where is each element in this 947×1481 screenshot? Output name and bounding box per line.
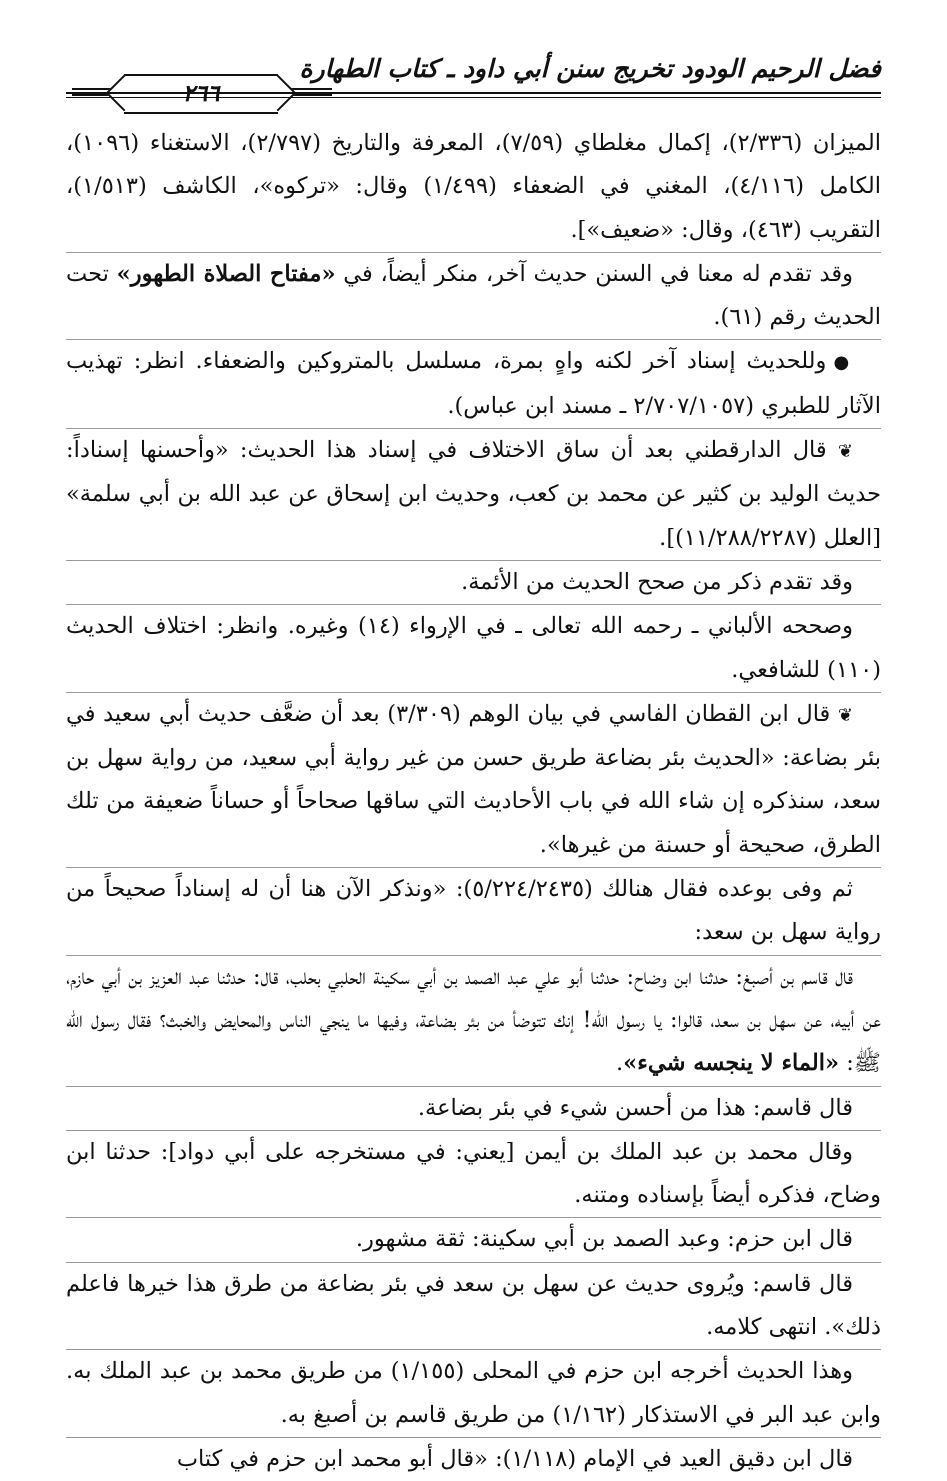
paragraph-text: قال ابن دقيق العيد في الإمام (١/١١٨): «قال أبو محمد ابن حزم في كتاب [176,1445,853,1472]
paragraph [66,340,881,428]
page-number-ornament [72,74,332,114]
paragraph-text: وقال محمد بن عبد الملك بن أيمن [يعني: في مستخرجه على أبي دواد]: حدثنا ابن وضاح، فذكره أيضاً بإسناده ومتنه. [66,1138,881,1209]
paragraph [66,429,881,560]
paragraph [66,956,881,1086]
page-number-box [124,74,278,114]
paragraph [66,253,881,340]
paragraph [66,605,881,692]
paragraph-text: وصححه الألباني ـ رحمه الله تعالى ـ في الإرواء (١٤) وغيره. وانظر: اختلاف الحديث (١١٠) للشافعي. [66,613,881,683]
bold-quote: «الماء لا ينجسه شيء» [623,1050,840,1077]
running-header-title: فضل الرحيم الودود تخريج سنن أبي داود ـ كتاب الطهارة [299,54,881,83]
paragraph-text: وقد تقدم له معنا في السنن حديث آخر، منكر أيضاً، في [335,260,853,287]
paragraph-text: . [616,1050,624,1077]
paragraph [66,561,881,604]
flower-icon: ❦ [837,704,853,726]
paragraph [66,1350,881,1437]
paragraph-text: الميزان (٢/٣٣٦)، إكمال مغلطاي (٧/٥٩)، المعرفة والتاريخ (٢/٧٩٧)، الاستغناء (١٠٩٦)، الكامل (٤/١١٦)، المغني في الضعفاء (١/٤٩٩) وقال: «تركوه»، الكاشف (١/٥١٣)، التقريب (٤٦٣)، وقال: «ضعيف»]. [66,130,881,243]
paragraph-text: قال ابن القطان الفاسي في بيان الوهم (٣/٣٠٩) بعد أن ضعَّف حديث أبي سعيد في بئر بضاعة: «الحديث بئر بضاعة طريق حسن من غير رواية أبي سعيد، من رواية سهل بن سعد، سنذكره إن شاء الله في باب الأحاديث التي ساقها صحاحاً أو حساناً ضعيفة من تلك الطرق، صحيحة أو حسنة من غيرها». [66,700,881,858]
flower-icon: ❦ [837,441,853,463]
paragraph [66,1131,881,1218]
body-text [66,122,881,1481]
paragraph-text: وللحديث إسناد آخر لكنه واهٍ بمرة، مسلسل بالمتروكين والضعفاء. انظر: تهذيب الآثار للطبري (٢/٧٠٧/١٠٥٧ ـ مسند ابن عباس). [66,348,881,419]
bullet-icon: ● [833,352,853,374]
paragraph-text: وقد تقدم ذكر من صحح الحديث من الأئمة. [461,568,853,595]
paragraph [66,1438,881,1481]
page-number: ٢٦٦ [182,80,220,107]
paragraph [66,693,881,867]
paragraph [66,868,881,955]
paragraph-text: قال ابن حزم: وعبد الصمد بن أبي سكينة: ثقة مشهور. [355,1226,853,1253]
paragraph-text: وهذا الحديث أخرجه ابن حزم في المحلى (١/١٥٥) من طريق محمد بن عبد الملك به. وابن عبد البر في الاستذكار (١/١٦٢) من طريق قاسم بن أصبغ به. [66,1358,881,1428]
paragraph [66,1218,881,1261]
paragraph-text: ثم وفى بوعده فقال هنالك (٥/٢٢٤/٢٤٣٥): «ونذكر الآن هنا أن له إسناداً صحيحاً من رواية سهل بن سعد: [66,876,881,946]
paragraph-text: قال قاسم: ويُروى حديث عن سهل بن سعد في بئر بضاعة من طرق هذا خيرها فاعلم ذلك». انتهى كلامه. [66,1270,881,1341]
paragraph [66,1087,881,1130]
paragraph [66,122,881,252]
paragraph-text: قال قاسم بن أصبغ: حدثنا ابن وضاح: حدثنا أبو علي عبد الصمد بن أبي سكينة الحلبي بحلب، قال: حدثنا عبد العزيز بن أبي حازم، عن أبيه، عن سهل بن سعد، قالوا: يا رسول الله! إنك تتوضأ من بئر بضاعة، وفيها ما ينجي الناس والمحايض والخبث؟ فقال رسول الله ﷺ: [66,963,881,1077]
paragraph-text: تحت الحديث رقم (٦١). [66,260,881,331]
bold-quote: «مفتاح الصلاة الطهور» [116,260,336,287]
paragraph-text: قال الدارقطني بعد أن ساق الاختلاف في إسناد هذا الحديث: «وأحسنها إسناداً: حديث الوليد بن كثير عن محمد بن كعب، وحديث ابن إسحاق عن عبد الله بن أبي سلمة» [العلل (١١/٢٨٨/٢٢٨٧)]. [66,437,881,551]
paragraph [66,1263,881,1350]
paragraph-text: قال قاسم: هذا من أحسن شيء في بئر بضاعة. [417,1094,853,1121]
